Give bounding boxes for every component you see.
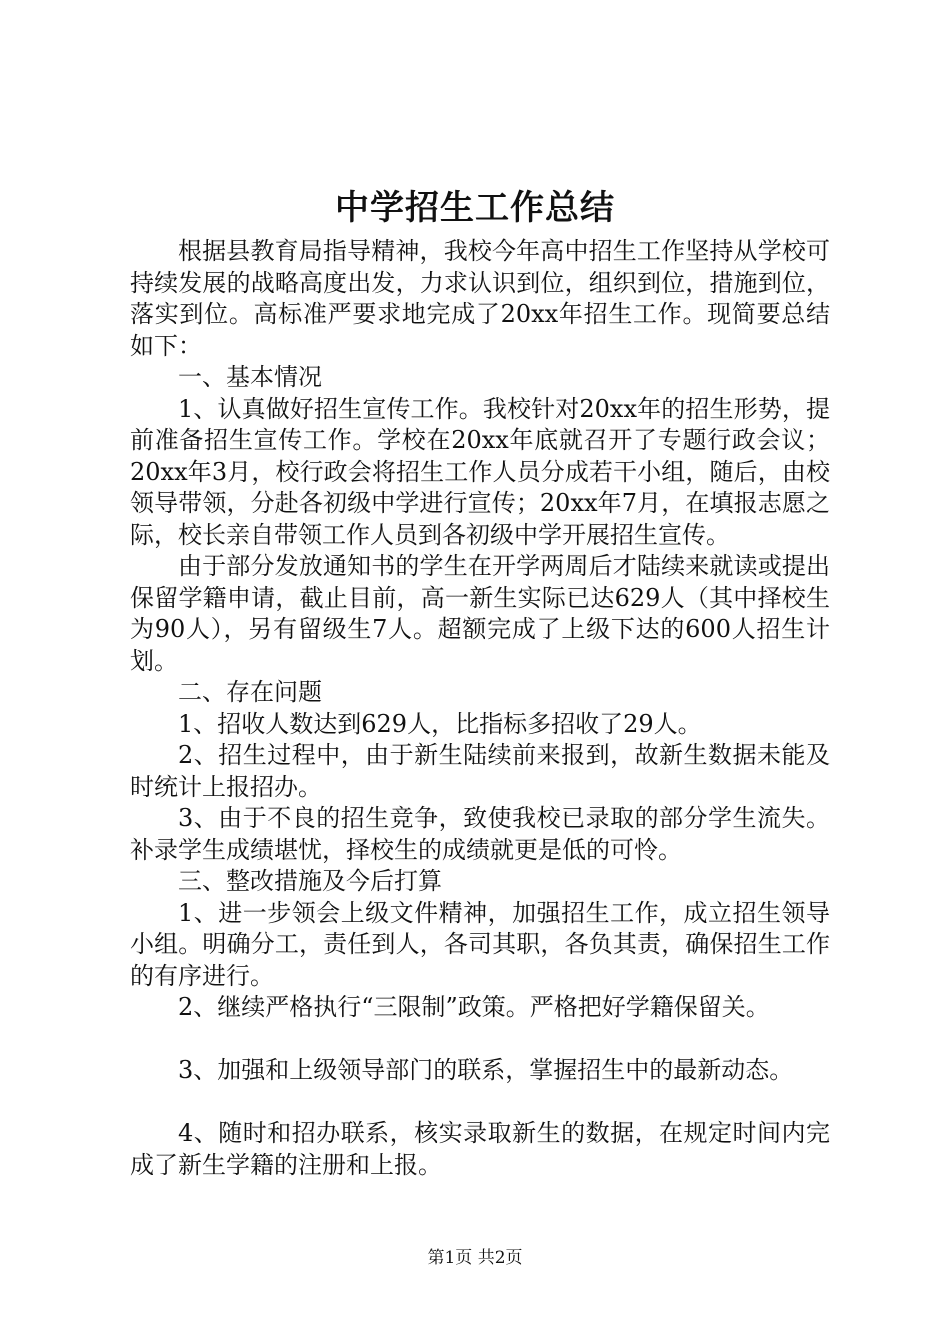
section-heading-basic: 一、基本情况: [178, 363, 322, 391]
paragraph-publicity: 1、认真做好招生宣传工作。我校针对20xx年的招生形势，提前准备招生宣传工作。学校在20xx年底就召开了专题行政会议；20xx年3月，校行政会将招生工作人员分成若干小组，随后，由校领导带领，分赴各初级中学进行宣传；20xx年7月，在填报志愿之际，校长亲自带领工作人员到各初级中学开展招生宣传。: [130, 394, 830, 549]
paragraph-problem-1: 1、招收人数达到629人，比指标多招收了29人。: [178, 709, 702, 738]
paragraph-measure-1: 1、进一步领会上级文件精神，加强招生工作，成立招生领导小组。明确分工，责任到人，各司其职，各负其责，确保招生工作的有序进行。: [130, 898, 830, 990]
paragraph-enrollment: 由于部分发放通知书的学生在开学两周后才陆续来就读或提出保留学籍申请，截止目前，高一新生实际已达629人（其中择校生为90人），另有留级生7人。超额完成了上级下达的600人招生计划。: [130, 552, 830, 675]
paragraph-measure-4: 4、随时和招办联系，核实录取新生的数据，在规定时间内完成了新生学籍的注册和上报。: [130, 1119, 830, 1179]
paragraph-measure-2: 2、继续严格执行“三限制”政策。严格把好学籍保留关。: [178, 993, 770, 1021]
document-title: 中学招生工作总结: [335, 188, 615, 228]
paragraph-intro: 根据县教育局指导精神，我校今年高中招生工作坚持从学校可持续发展的战略高度出发，力求认识到位，组织到位，措施到位，落实到位。高标准严要求地完成了20xx年招生工作。现简要总结如下：: [130, 237, 830, 360]
paragraph-measure-3: 3、加强和上级领导部门的联系，掌握招生中的最新动态。: [178, 1056, 794, 1084]
document-body: [130, 236, 830, 1181]
paragraph-problem-3: 3、由于不良的招生竞争，致使我校已录取的部分学生流失。补录学生成绩堪忧，择校生的成绩就更是低的可怜。: [130, 804, 830, 864]
section-heading-measures: 三、整改措施及今后打算: [178, 867, 442, 895]
paragraph-problem-2: 2、招生过程中，由于新生陆续前来报到，故新生数据未能及时统计上报招办。: [130, 741, 830, 801]
page-footer: 第1页 共2页: [427, 1248, 523, 1268]
section-heading-problems: 二、存在问题: [178, 678, 322, 706]
